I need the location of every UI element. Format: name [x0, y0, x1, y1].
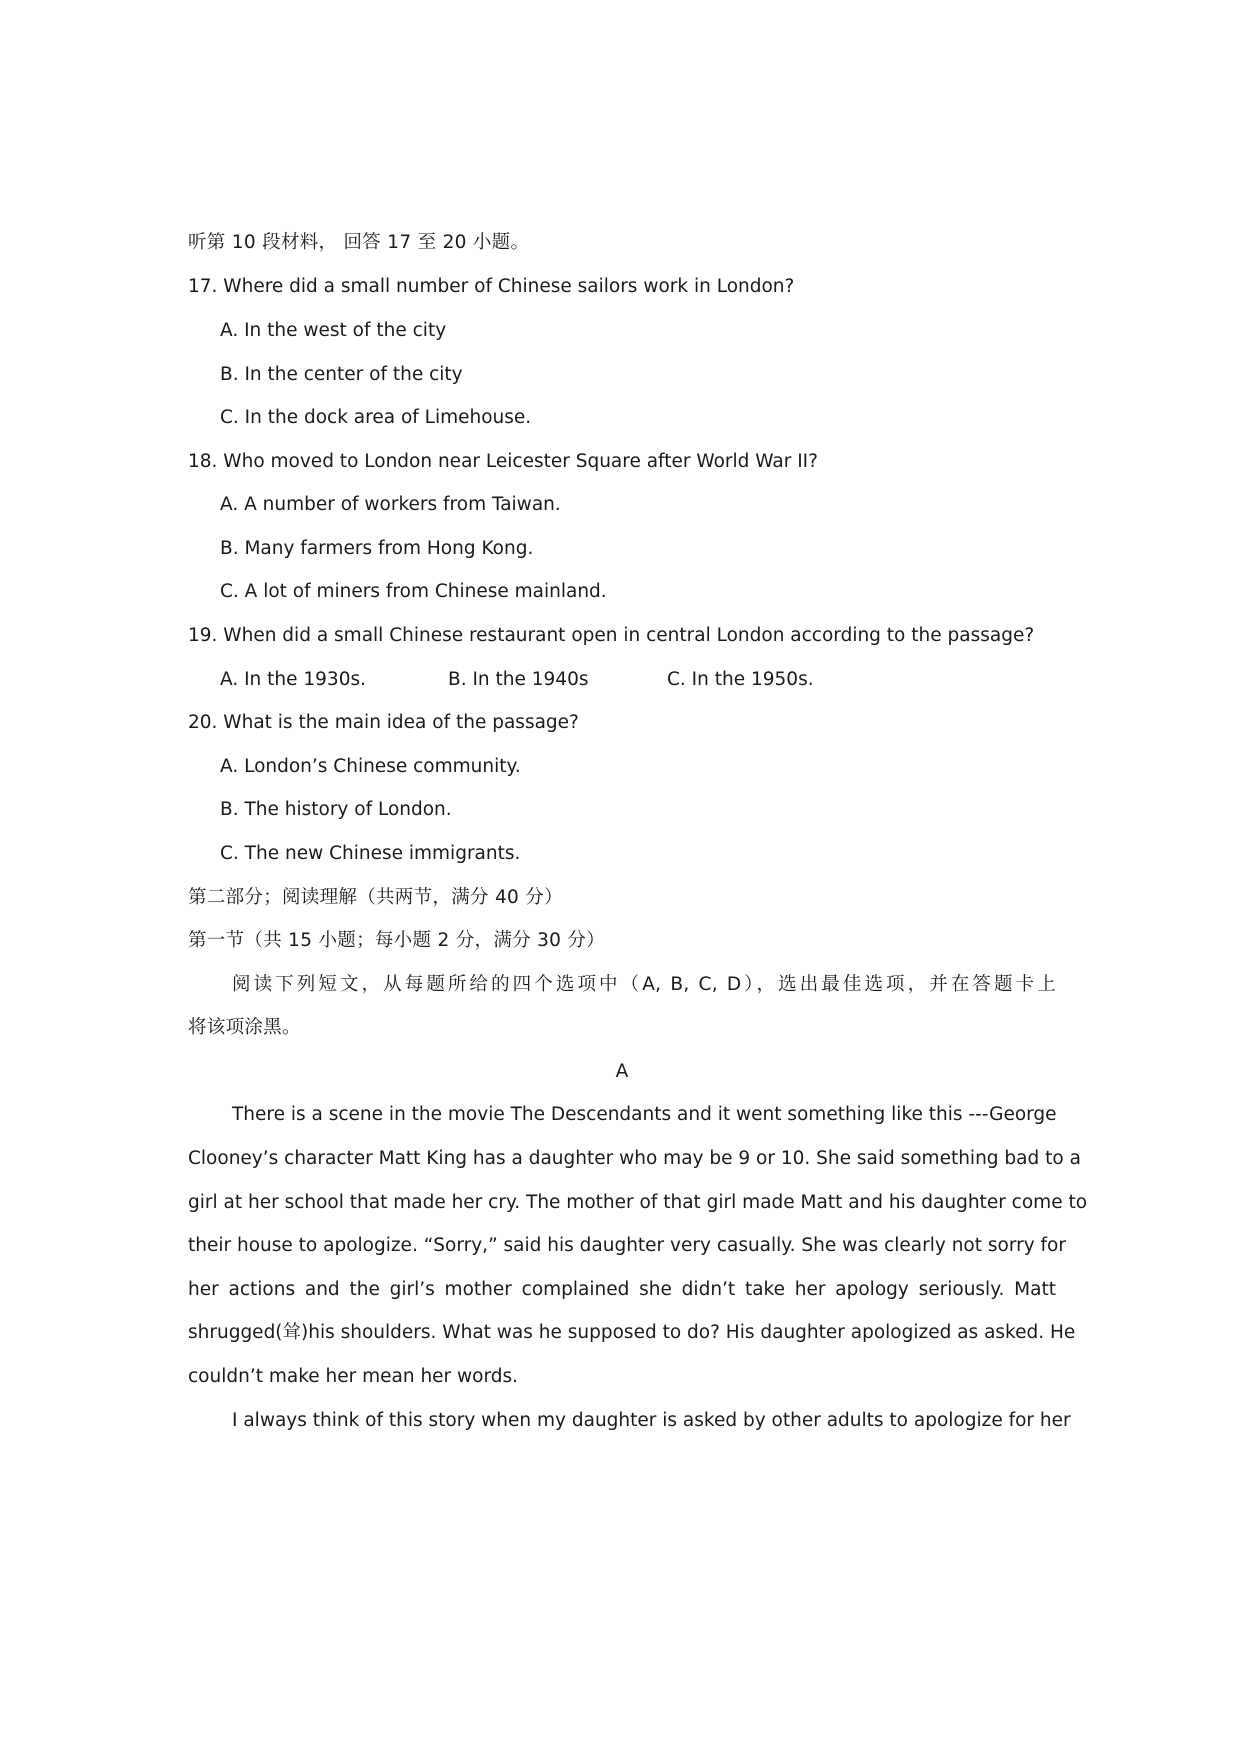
part2-title: 第二部分；阅读理解（共两节，满分 40 分）: [188, 887, 563, 908]
question-17-stem: 17. Where did a small number of Chinese sailors work in London?: [188, 276, 795, 297]
passage-line-4: their house to apologize. “Sorry,” said his daughter very casually. She was clearly not sorry for: [188, 1235, 1066, 1256]
passage-line-3: girl at her school that made her cry. The mother of that girl made Matt and his daughter come to: [188, 1192, 1088, 1213]
question-19-option-c: C. In the 1950s.: [667, 669, 814, 690]
question-17-option-b: B. In the center of the city: [220, 364, 463, 385]
passage-line-8: I always think of this story when my daughter is asked by other adults to apologize for her: [232, 1410, 1071, 1431]
question-18-option-c: C. A lot of miners from Chinese mainland.: [220, 581, 607, 602]
question-19-option-a: A. In the 1930s.: [220, 669, 366, 690]
question-19-option-b: B. In the 1940s: [448, 669, 589, 690]
question-20-option-c: C. The new Chinese immigrants.: [220, 843, 521, 864]
question-17-option-a: A. In the west of the city: [220, 320, 447, 341]
listening-header: 听第 10 段材料， 回答 17 至 20 小题。: [188, 232, 530, 253]
instructions-line-2: 将该项涂黑。: [188, 1017, 301, 1038]
question-18-option-a: A. A number of workers from Taiwan.: [220, 494, 561, 515]
passage-line-1: There is a scene in the movie The Descendants and it went something like this ---George: [232, 1104, 1057, 1125]
question-18-stem: 18. Who moved to London near Leicester Square after World War II?: [188, 451, 818, 472]
question-19-stem: 19. When did a small Chinese restaurant open in central London according to the passage?: [188, 625, 1035, 646]
passage-line-6: shrugged(耸)his shoulders. What was he supposed to do? His daughter apologized as asked. He: [188, 1322, 1076, 1343]
question-20-option-b: B. The history of London.: [220, 799, 452, 820]
section1-title: 第一节（共 15 小题；每小题 2 分，满分 30 分）: [188, 930, 606, 951]
passage-line-7: couldn’t make her mean her words.: [188, 1366, 519, 1387]
question-20-stem: 20. What is the main idea of the passage?: [188, 712, 579, 733]
instructions-line-1: 阅读下列短文，从每题所给的四个选项中（A, B, C, D），选出最佳选项，并在答题卡上: [232, 974, 1056, 995]
question-18-option-b: B. Many farmers from Hong Kong.: [220, 538, 534, 559]
passage-line-5: her actions and the girl’s mother complained she didn’t take her apology seriously. Matt: [188, 1279, 1056, 1300]
question-19-options-row: [220, 665, 1088, 695]
question-20-option-a: A. London’s Chinese community.: [220, 756, 521, 777]
question-17-option-c: C. In the dock area of Limehouse.: [220, 407, 532, 428]
passage-line-2: Clooney’s character Matt King has a daughter who may be 9 or 10. She said something bad to a: [188, 1148, 1081, 1169]
passage-label: A: [615, 1061, 629, 1082]
